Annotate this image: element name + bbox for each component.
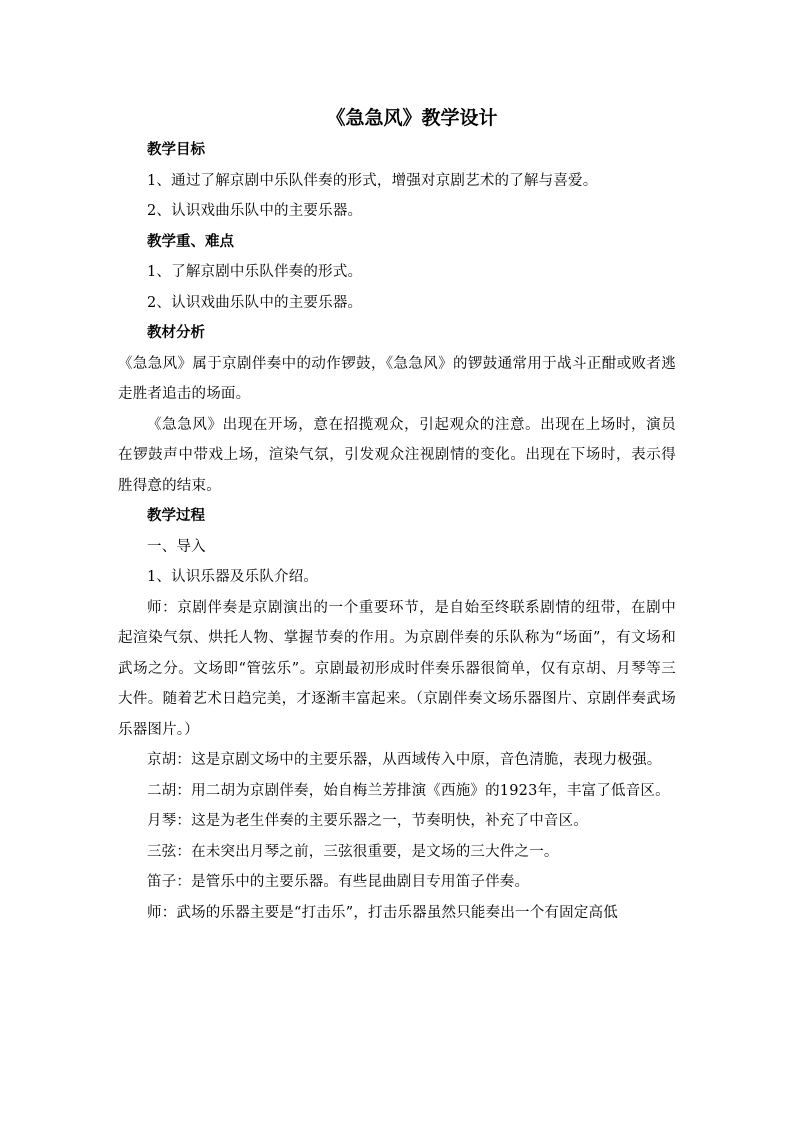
goal-item-1: 1、通过了解京剧中乐队伴奏的形式，增强对京剧艺术的了解与喜爱。 [147, 172, 598, 189]
process-paragraph-yueqin: 月琴：这是为老生伴奏的主要乐器之一，节奏明快，补充了中音区。 [147, 813, 588, 829]
process-paragraph-teacher-2: 师：武场的乐器主要是“打击乐”，打击乐器虽然只能奏出一个有固定高低 [147, 904, 618, 921]
section-heading-analysis: 教材分析 [147, 324, 205, 341]
document-body [118, 104, 676, 928]
process-paragraph-intro: 一、导入 [147, 538, 206, 555]
key-point-item-1: 1、了解京剧中乐队伴奏的形式。 [147, 264, 363, 280]
key-point-item-2: 2、认识戏曲乐队中的主要乐器。 [147, 294, 363, 311]
process-paragraph-dizi: 笛子：是管乐中的主要乐器。有些昆曲剧目专用笛子伴奏。 [147, 874, 530, 890]
section-heading-process: 教学过程 [147, 507, 205, 524]
analysis-paragraph-1: 《急急风》属于京剧伴奏中的动作锣鼓，《急急风》的锣鼓通常用于战斗正酣或败者逃走胜者追击的场面。 [118, 355, 676, 402]
process-paragraph-teacher-1: 师：京剧伴奏是京剧演出的一个重要环节，是自始至终联系剧情的纽带，在剧中起渲染气氛、烘托人物、掌握节奏的作用。为京剧伴奏的乐队称为“场面”，有文场和武场之分。文场即“管弦乐”。京剧最初形成时伴奏乐器很简单，仅有京胡、月琴等三大件。随着艺术日趋完美，才逐渐丰富起来。（京剧伴奏文场乐器图片、京剧伴奏武场乐器图片。） [118, 599, 676, 738]
document-title: 《急急风》教学设计 [326, 107, 498, 129]
process-paragraph-sanxian: 三弦：在未突出月琴之前，三弦很重要，是文场的三大件之一。 [147, 843, 559, 860]
goal-item-2: 2、认识戏曲乐队中的主要乐器。 [147, 203, 363, 219]
section-heading-goals: 教学目标 [147, 141, 205, 158]
analysis-paragraph-2: 《急急风》出现在开场，意在招揽观众，引起观众的注意。出现在上场时，演员在锣鼓声中带戏上场，渲染气氛，引发观众注视剧情的变化。出现在下场时，表示得胜得意的结束。 [118, 416, 676, 494]
section-heading-key-points: 教学重、难点 [147, 232, 234, 250]
process-paragraph-jinghu: 京胡：这是京剧文场中的主要乐器，从西域传入中原，音色清脆，表现力极强。 [147, 752, 662, 768]
process-paragraph-erhu: 二胡：用二胡为京剧伴奏，始自梅兰芳排演《西施》的1923年，丰富了低音区。 [147, 782, 670, 799]
process-paragraph-instruments: 1、认识乐器及乐队介绍。 [147, 569, 319, 585]
